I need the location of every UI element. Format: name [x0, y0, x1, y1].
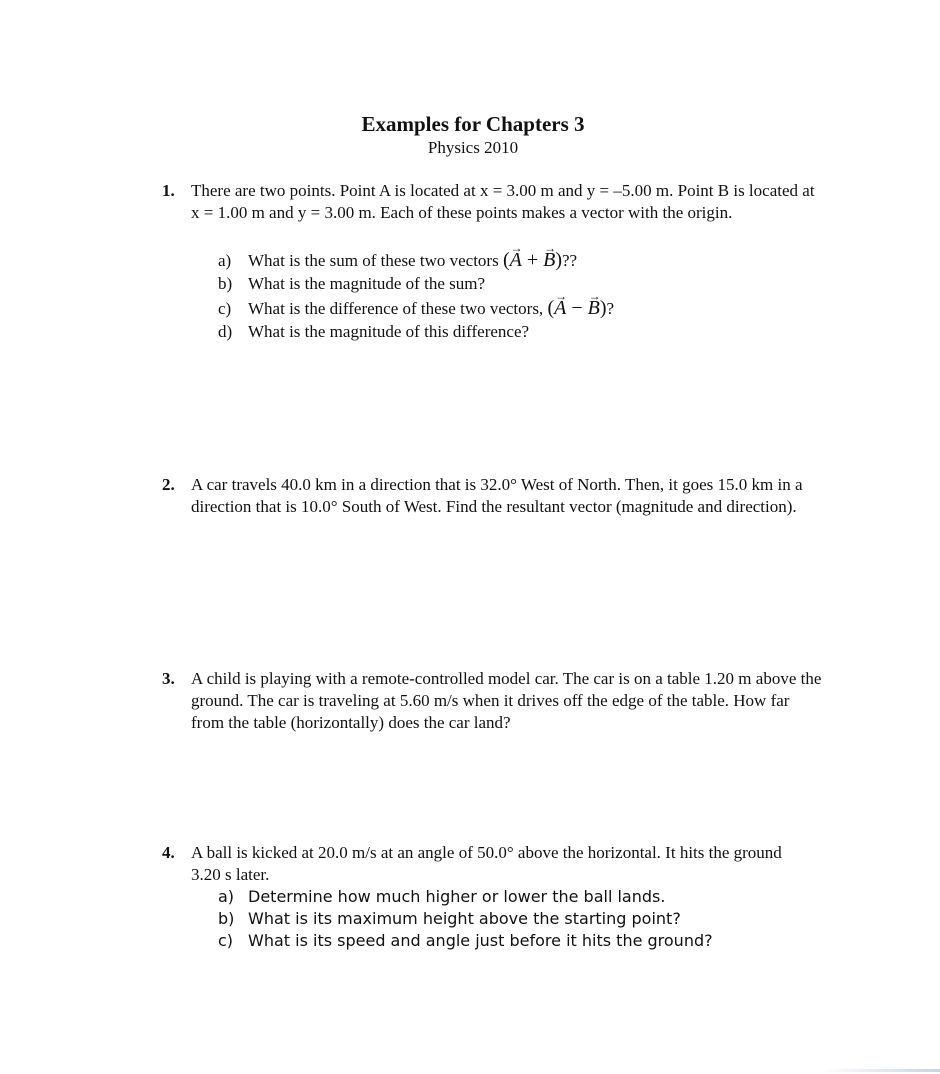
part-suffix: ??: [562, 251, 578, 270]
question-1-part-c: [218, 297, 614, 320]
part-letter: b): [218, 909, 235, 928]
question-number: 2.: [162, 475, 175, 494]
vector-difference-expression: (→ A − → B): [547, 297, 606, 319]
part-text: What is the magnitude of the sum?: [248, 274, 485, 293]
question-1-part-a: [218, 249, 577, 272]
question-number: 3.: [162, 669, 175, 688]
question-text: A child is playing with a remote-controlled model car. The car is on a table 1.20 m above the ground. The car is traveling at 5.60 m/s when it drives off the edge of the table. How far from the table (horizontally) does the car land?: [191, 669, 822, 732]
part-letter: a): [218, 251, 232, 270]
part-text: What is its speed and angle just before it hits the ground?: [248, 931, 713, 950]
question-4-part-b: [218, 908, 681, 930]
page-subtitle: Physics 2010: [427, 138, 519, 157]
question-number: 4.: [162, 843, 175, 862]
part-text: Determine how much higher or lower the ball lands.: [248, 887, 666, 906]
part-letter: b): [218, 274, 233, 293]
page-title: Examples for Chapters 3: [361, 112, 585, 136]
part-letter: a): [218, 887, 235, 906]
part-text: What is the difference of these two vectors,: [248, 299, 544, 318]
part-letter: c): [218, 299, 232, 318]
part-suffix: ?: [606, 299, 615, 318]
part-letter: c): [218, 931, 234, 950]
question-1-part-d: [218, 321, 529, 343]
question-text: A ball is kicked at 20.0 m/s at an angle of 50.0° above the horizontal. It hits the ground 3.20 s later.: [191, 843, 782, 884]
page-edge-shadow: [820, 1069, 940, 1072]
part-text: What is the magnitude of this difference?: [248, 322, 530, 341]
part-text: What is its maximum height above the starting point?: [248, 909, 681, 928]
question-4-part-c: [218, 930, 713, 952]
question-number: 1.: [162, 181, 175, 200]
part-letter: d): [218, 322, 233, 341]
question-1-part-b: [218, 273, 485, 295]
question-text: A car travels 40.0 km in a direction that is 32.0° West of North. Then, it goes 15.0 km in a direction that is 10.0° South of West. Find the resultant vector (magnitude and direction).: [191, 475, 803, 516]
question-4-part-a: [218, 886, 665, 908]
question-4: [162, 842, 802, 886]
question-text: There are two points. Point A is located at x = 3.00 m and y = –5.00 m. Point B is located at x = 1.00 m and y = 3.00 m. Each of these points makes a vector with the origin.: [191, 181, 815, 222]
vector-sum-expression: (→ A + → B): [503, 249, 562, 271]
part-text: What is the sum of these two vectors: [248, 251, 499, 270]
question-2: [162, 474, 822, 518]
question-1: [162, 180, 822, 224]
question-3: [162, 668, 822, 734]
